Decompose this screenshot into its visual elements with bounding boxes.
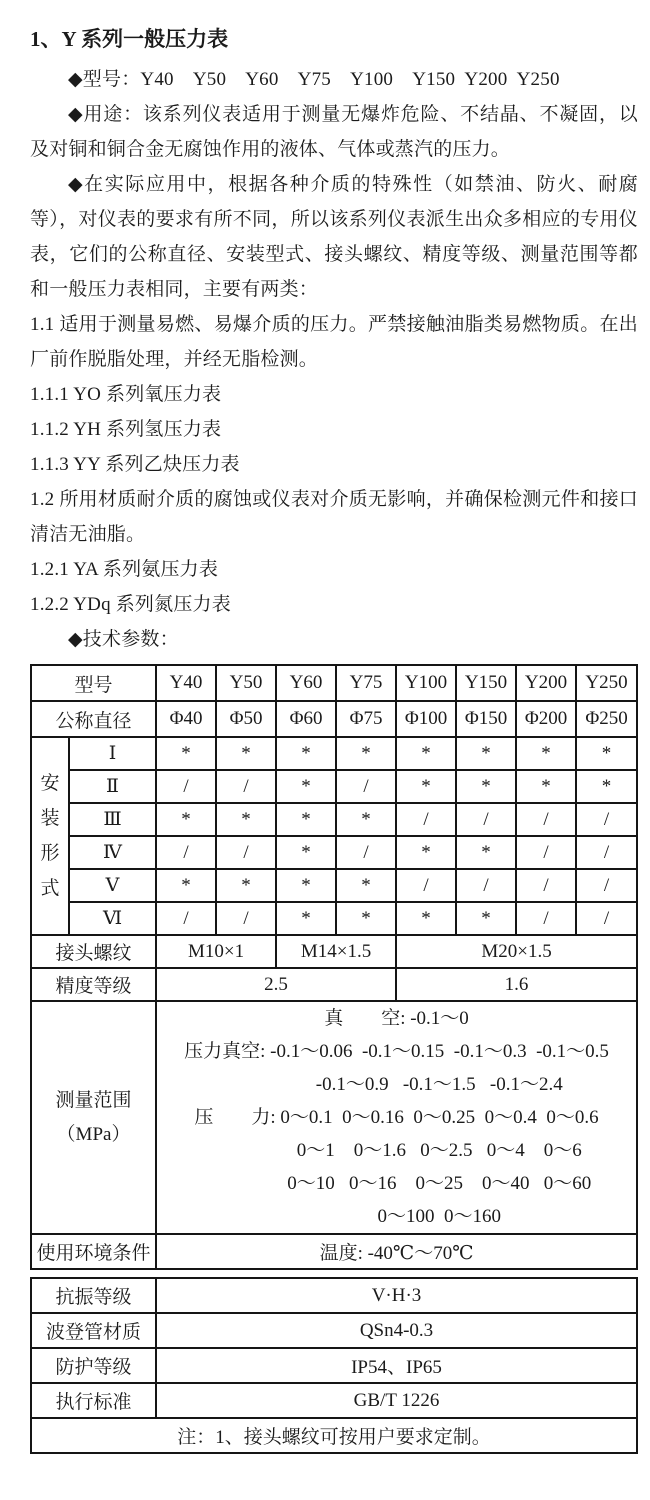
standard-row-label: 执行标准: [31, 1383, 156, 1418]
mounting-cell: /: [456, 803, 516, 836]
mounting-type-numeral: Ⅴ: [69, 869, 156, 902]
vibration-row-label: 抗振等级: [31, 1278, 156, 1313]
range-row: [31, 1001, 637, 1234]
mounting-cell: *: [276, 737, 336, 770]
mounting-cell: *: [276, 902, 336, 935]
mounting-cell: /: [216, 902, 276, 935]
mounting-cell: /: [516, 902, 576, 935]
mounting-type-numeral: Ⅱ: [69, 770, 156, 803]
mounting-cell: /: [576, 869, 637, 902]
paragraph-tech-params: ◆技术参数：: [68, 629, 179, 650]
model-header: Y40: [156, 665, 216, 701]
mounting-cell: *: [516, 770, 576, 803]
model-header: Y100: [396, 665, 456, 701]
paragraph-models: ◆型号：Y40 Y50 Y60 Y75 Y100 Y150 Y200 Y250: [68, 69, 560, 90]
mounting-type-numeral: Ⅰ: [69, 737, 156, 770]
mounting-cell: /: [516, 803, 576, 836]
protection-rating-row-label: 防护等级: [31, 1348, 156, 1383]
mounting-row-5: [31, 869, 637, 902]
bourdon-material-row: [31, 1313, 637, 1348]
mounting-cell: /: [576, 803, 637, 836]
mounting-cell: /: [516, 869, 576, 902]
mounting-cell: *: [156, 869, 216, 902]
range-line: 0～10 0～16 0～25 0～40 0～60: [201, 1173, 592, 1194]
mounting-cell: *: [396, 737, 456, 770]
protection-rating-value: IP54、IP65: [156, 1348, 637, 1383]
diameter-cell: Φ200: [516, 701, 576, 737]
thread-row: [31, 935, 637, 968]
standard-row: [31, 1383, 637, 1418]
thread-cell: M14×1.5: [276, 935, 396, 968]
standard-value: GB/T 1226: [156, 1383, 637, 1418]
diameter-row: [31, 701, 637, 737]
model-header: Y200: [516, 665, 576, 701]
mounting-cell: /: [156, 902, 216, 935]
protection-rating-row: [31, 1348, 637, 1383]
range-line: 0～1 0～1.6 0～2.5 0～4 0～6: [211, 1140, 582, 1161]
range-label-line1: 测量范围: [55, 1089, 132, 1111]
model-header: Y250: [576, 665, 637, 701]
range-line: -0.1～0.9 -0.1～1.5 -0.1～2.4: [230, 1074, 563, 1095]
note-text: 注：1、接头螺纹可按用户要求定制。: [31, 1418, 637, 1453]
mounting-cell: /: [396, 869, 456, 902]
mounting-cell: *: [576, 737, 637, 770]
diameter-cell: Φ150: [456, 701, 516, 737]
model-header: Y150: [456, 665, 516, 701]
mounting-cell: *: [456, 836, 516, 869]
environment-row-label: 使用环境条件: [31, 1234, 156, 1269]
mounting-row-1: [31, 737, 637, 770]
model-row: [31, 665, 637, 701]
accuracy-cell: 2.5: [156, 968, 396, 1001]
mounting-cell: *: [396, 836, 456, 869]
mounting-row-2: [31, 770, 637, 803]
diameter-cell: Φ75: [336, 701, 396, 737]
paragraph-1-1-3: 1.1.3 YY 系列乙炔压力表: [30, 454, 240, 475]
bourdon-material-row-label: 波登管材质: [31, 1313, 156, 1348]
mounting-cell: *: [516, 737, 576, 770]
diameter-cell: Φ100: [396, 701, 456, 737]
mounting-cell: /: [336, 770, 396, 803]
diameter-cell: Φ250: [576, 701, 637, 737]
note-row: [31, 1418, 637, 1453]
spec-table-2: [30, 1277, 638, 1454]
mounting-cell: *: [456, 770, 516, 803]
accuracy-row-label: 精度等级: [31, 968, 156, 1001]
mounting-cell: *: [156, 803, 216, 836]
mounting-cell: *: [216, 803, 276, 836]
model-header: Y60: [276, 665, 336, 701]
mounting-cell: /: [216, 770, 276, 803]
vibration-value: V·H·3: [156, 1278, 637, 1313]
page-title: 1、Y 系列一般压力表: [30, 27, 229, 51]
mounting-group-label-text: 安装形式: [40, 773, 60, 899]
thread-cell: M20×1.5: [396, 935, 637, 968]
paragraph-1-2: 1.2 所用材质耐介质的腐蚀或仪表对介质无影响，并确保检测元件和接口清洁无油脂。: [30, 489, 638, 545]
range-line: 压 力: 0～0.1 0～0.16 0～0.25 0～0.4 0～0.6: [194, 1107, 599, 1128]
accuracy-cell: 1.6: [396, 968, 637, 1001]
mounting-cell: *: [336, 902, 396, 935]
mounting-cell: *: [156, 737, 216, 770]
mounting-cell: *: [396, 902, 456, 935]
range-row-label: [31, 1001, 156, 1234]
mounting-cell: /: [576, 836, 637, 869]
environment-value: 温度: -40℃～70℃: [156, 1234, 637, 1269]
mounting-cell: /: [156, 770, 216, 803]
diameter-row-label: 公称直径: [31, 701, 156, 737]
mounting-row-3: [31, 803, 637, 836]
bourdon-material-value: QSn4-0.3: [156, 1313, 637, 1348]
thread-row-label: 接头螺纹: [31, 935, 156, 968]
mounting-cell: *: [456, 902, 516, 935]
mounting-group-label: [31, 737, 69, 935]
paragraph-1-1-1: 1.1.1 YO 系列氧压力表: [30, 384, 222, 405]
paragraph-usage: ◆用途：该系列仪表适用于测量无爆炸危险、不结晶、不凝固，以及对铜和铜合金无腐蚀作用的液体、气体或蒸汽的压力。: [30, 104, 638, 160]
mounting-type-numeral: Ⅲ: [69, 803, 156, 836]
paragraph-1-1: 1.1 适用于测量易燃、易爆介质的压力。严禁接触油脂类易燃物质。在出厂前作脱脂处理，并经无脂检测。: [30, 314, 638, 370]
mounting-cell: /: [216, 836, 276, 869]
mounting-cell: *: [336, 869, 396, 902]
range-label-line2: （MPa）: [56, 1123, 131, 1145]
environment-row: [31, 1234, 637, 1269]
diameter-cell: Φ60: [276, 701, 336, 737]
mounting-cell: *: [336, 737, 396, 770]
mounting-cell: /: [336, 836, 396, 869]
spec-table: [30, 664, 638, 1270]
mounting-type-numeral: Ⅵ: [69, 902, 156, 935]
mounting-cell: *: [396, 770, 456, 803]
mounting-cell: /: [396, 803, 456, 836]
mounting-cell: *: [216, 869, 276, 902]
range-values: [156, 1001, 637, 1234]
paragraph-application: ◆在实际应用中，根据各种介质的特殊性（如禁油、防火、耐腐等），对仪表的要求有所不同，所以该系列仪表派生出众多相应的专用仪表，它们的公称直径、安装型式、接头螺纹、精度等级、测量范围等都和一般压力表相同，主要有两类：: [30, 174, 638, 300]
mounting-cell: *: [576, 770, 637, 803]
vibration-row: [31, 1278, 637, 1313]
range-line: 压力真空: -0.1～0.06 -0.1～0.15 -0.1～0.3 -0.1～0.5: [184, 1041, 609, 1062]
model-header: Y75: [336, 665, 396, 701]
mounting-cell: /: [576, 902, 637, 935]
mounting-row-6: [31, 902, 637, 935]
mounting-cell: *: [276, 836, 336, 869]
paragraph-1-2-1: 1.2.1 YA 系列氨压力表: [30, 559, 219, 580]
paragraph-1-1-2: 1.1.2 YH 系列氢压力表: [30, 419, 222, 440]
mounting-cell: *: [336, 803, 396, 836]
thread-cell: M10×1: [156, 935, 276, 968]
range-line: 0～100 0～160: [292, 1206, 502, 1227]
accuracy-row: [31, 968, 637, 1001]
range-line: 真 空: -0.1～0: [324, 1008, 469, 1029]
mounting-type-numeral: Ⅳ: [69, 836, 156, 869]
mounting-row-4: [31, 836, 637, 869]
model-header: Y50: [216, 665, 276, 701]
mounting-cell: *: [276, 770, 336, 803]
mounting-cell: /: [456, 869, 516, 902]
mounting-cell: *: [276, 869, 336, 902]
paragraph-1-2-2: 1.2.2 YDq 系列氮压力表: [30, 594, 231, 615]
mounting-cell: *: [456, 737, 516, 770]
mounting-cell: *: [216, 737, 276, 770]
mounting-cell: /: [516, 836, 576, 869]
diameter-cell: Φ50: [216, 701, 276, 737]
mounting-cell: *: [276, 803, 336, 836]
diameter-cell: Φ40: [156, 701, 216, 737]
model-row-label: 型号: [31, 665, 156, 701]
mounting-cell: /: [156, 836, 216, 869]
